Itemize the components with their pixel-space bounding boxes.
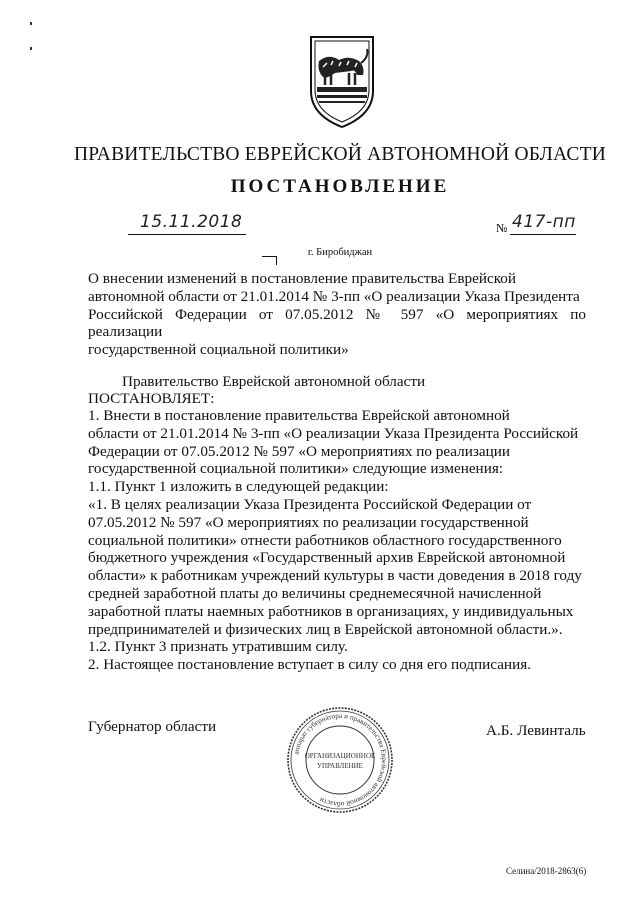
stamp-center-line2: УПРАВЛЕНИЕ <box>317 762 363 770</box>
signatory-title: Губернатор области <box>88 718 217 735</box>
title-corner-mark <box>262 256 277 265</box>
city-label: г. Биробиджан <box>307 247 373 258</box>
intro-decides: ПОСТАНОВЛЯЕТ: <box>88 390 215 407</box>
scan-speck <box>30 22 32 25</box>
scan-speck <box>30 47 32 50</box>
signatory-name: А.Б. Левинталь <box>486 722 586 739</box>
decree-date: 15.11.2018 <box>140 212 243 232</box>
decree-number: 417-пп <box>512 212 576 232</box>
stamp-ring-label: аппарат губернатора и правительства Еврейской автономной области <box>292 711 389 809</box>
decree-body: 1. Внести в постановление правительства Еврейской автономной области от 21.01.2014 № 3-пп «О реализации Указа Президента Российской Федерации от 07.05.2012 № 597 «О мероприятиях по реализации государственной социальной политики» следующие изменения: 1.1. Пункт 1 изложить в следующей редакции: «1. В целях реализации Указа Президента Российской Федерации от 07.05.2012 № 597 «О мероприятиях по реализации государственной социальной политики» отнести работников областного государственного бюджетного учреждения «Государственный архив Еврейской автономной области» к работникам учреждений культуры в части доведения в 2018 году средней заработной платы до величины среднемесячной начисленной заработной платы наемных работников в организациях, у индивидуальных предпринимателей и физических лиц в Еврейской автономной области.». 1.2. Пункт 3 признать утратившим силу. 2. Настоящее постановление вступает в силу со дня его подписания. <box>88 407 582 674</box>
decree-date-field <box>128 212 246 235</box>
decree-number-field <box>510 212 576 235</box>
decree-number-label: № <box>496 221 508 235</box>
official-stamp <box>284 704 396 816</box>
stamp-center-line1: ОРГАНИЗАЦИОННОЕ <box>304 752 376 760</box>
coat-of-arms-emblem <box>305 33 379 131</box>
intro-lead: Правительство Еврейской автономной области <box>122 373 426 390</box>
document-code: Селина/2018-2863(6) <box>506 866 587 876</box>
government-heading: ПРАВИТЕЛЬСТВО ЕВРЕЙСКОЙ АВТОНОМНОЙ ОБЛАСТИ <box>73 144 607 165</box>
decree-title: О внесении изменений в постановление правительства Еврейской автономной области от 21.01.2014 № 3-пп «О реализации Указа Президента Российской Федерации от 07.05.2012 № 597 «О мероприятиях по реализации государственной социальной политики» <box>88 270 586 359</box>
document-type-heading: ПОСТАНОВЛЕНИЕ <box>230 176 450 197</box>
